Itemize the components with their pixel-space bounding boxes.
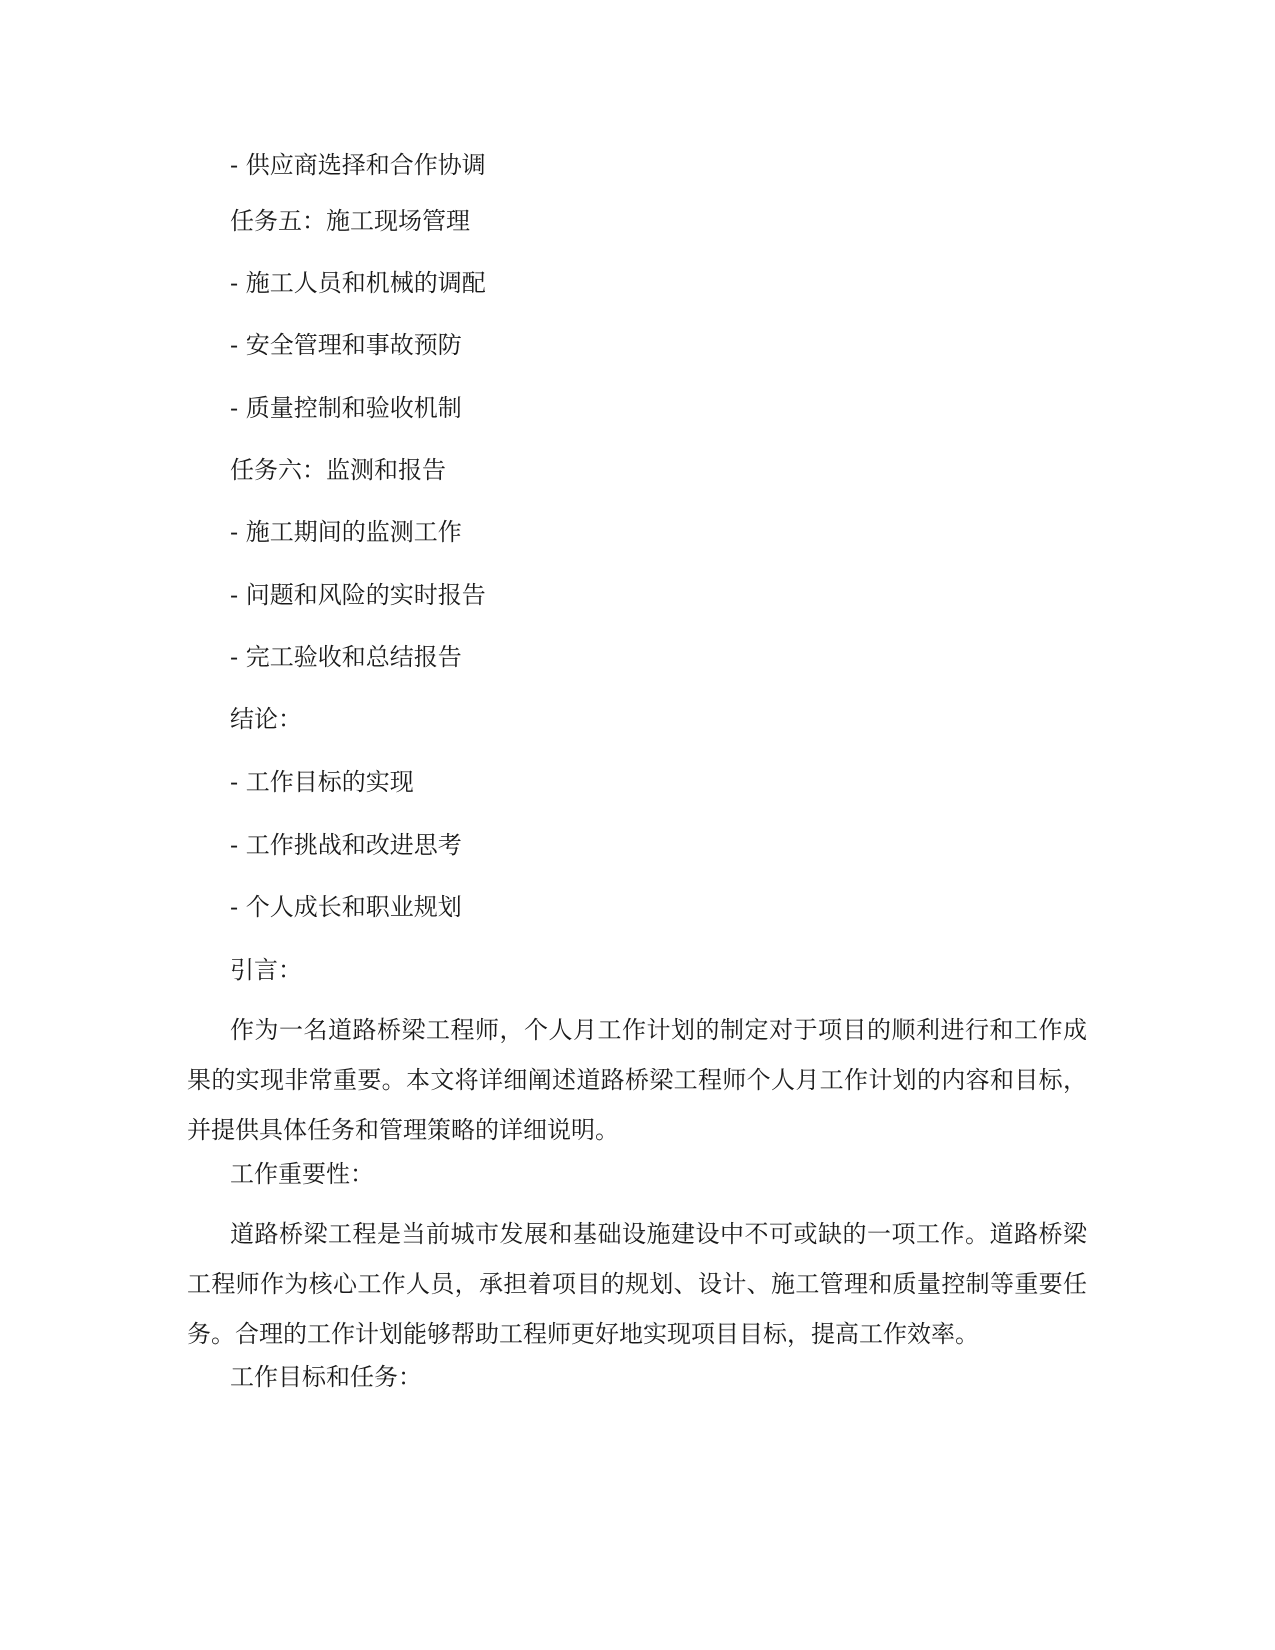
section-heading: 引言： xyxy=(230,956,302,984)
section-heading: 任务五：施工现场管理 xyxy=(230,207,470,235)
list-item: - 完工验收和总结报告 xyxy=(230,643,462,671)
list-item: - 问题和风险的实时报告 xyxy=(230,581,486,609)
list-item: - 工作目标的实现 xyxy=(230,768,414,796)
list-item: - 供应商选择和合作协调 xyxy=(230,151,486,179)
section-heading: 结论： xyxy=(230,705,302,733)
list-item: - 安全管理和事故预防 xyxy=(230,331,462,359)
list-item: - 工作挑战和改进思考 xyxy=(230,831,462,859)
list-item: - 施工人员和机械的调配 xyxy=(230,269,486,297)
intro-paragraph: 作为一名道路桥梁工程师，个人月工作计划的制定对于项目的顺利进行和工作成果的实现非常重要。本文将详细阐述道路桥梁工程师个人月工作计划的内容和目标，并提供具体任务和管理策略的详细说明。 xyxy=(187,1016,1087,1144)
list-item: - 个人成长和职业规划 xyxy=(230,893,462,921)
importance-paragraph: 道路桥梁工程是当前城市发展和基础设施建设中不可或缺的一项工作。道路桥梁工程师作为核心工作人员，承担着项目的规划、设计、施工管理和质量控制等重要任务。合理的工作计划能够帮助工程师更好地实现项目目标，提高工作效率。 xyxy=(187,1220,1087,1348)
section-heading: 工作目标和任务： xyxy=(230,1363,422,1391)
list-item: - 质量控制和验收机制 xyxy=(230,394,462,422)
section-heading: 工作重要性： xyxy=(230,1160,374,1188)
section-heading: 任务六：监测和报告 xyxy=(230,456,446,484)
list-item: - 施工期间的监测工作 xyxy=(230,518,462,546)
